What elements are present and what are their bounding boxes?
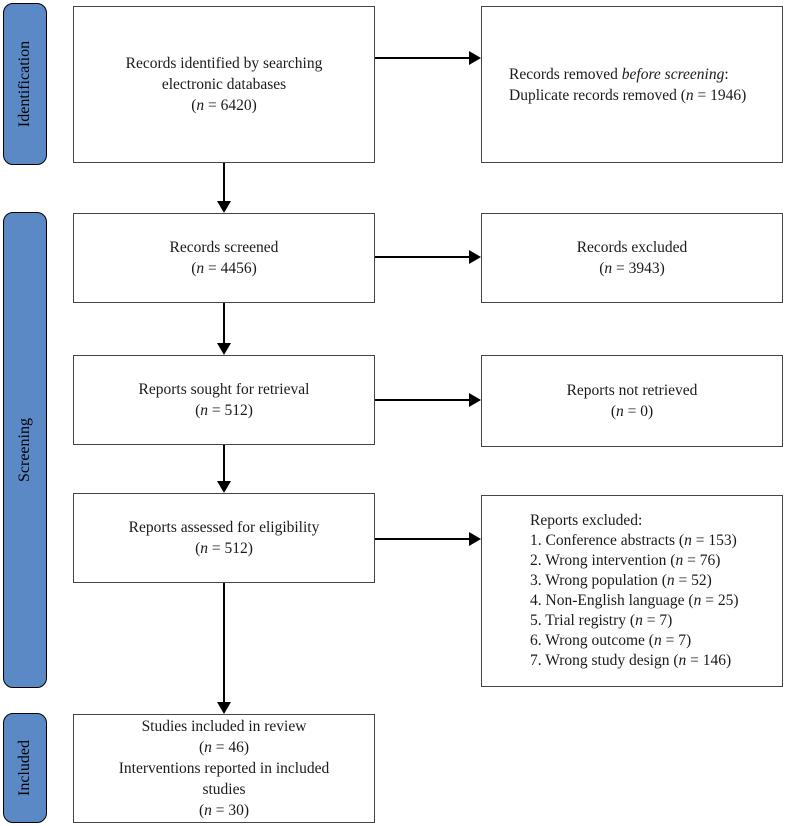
exclusion-reason-4: 4. Non-English language (n = 25) — [530, 592, 739, 609]
arrow-screened-to-excluded-head — [469, 250, 481, 264]
box-records-screened-line1: Records screened — [169, 239, 279, 256]
arrow-identified-to-screened-line — [223, 163, 225, 202]
box-reports-not-retrieved-line1: Reports not retrieved — [566, 382, 698, 399]
arrow-screened-to-sought-line — [223, 303, 225, 344]
arrow-assessed-to-reportsexcluded-head — [469, 532, 481, 546]
arrow-assessed-to-included-line — [223, 583, 225, 703]
box-records-identified-line2: electronic databases — [161, 76, 287, 93]
box-studies-included-line3: studies — [202, 781, 246, 798]
arrow-sought-to-notretrieved-line — [375, 399, 470, 401]
box-records-excluded — [481, 213, 783, 303]
box-studies-included — [73, 714, 375, 823]
stage-bar-identification — [3, 3, 47, 165]
stage-label-included: Included — [16, 740, 34, 796]
arrow-identified-to-screened-head — [217, 201, 231, 213]
box-records-removed-line1: Records removed before screening: — [509, 65, 729, 83]
box-records-identified — [73, 6, 375, 163]
box-reports-not-retrieved-count: (n = 0) — [610, 403, 654, 420]
arrow-assessed-to-included-head — [217, 702, 231, 714]
arrow-assessed-to-reportsexcluded-line — [375, 538, 470, 540]
stage-bar-screening — [3, 212, 47, 688]
exclusion-reason-7: 7. Wrong study design (n = 146) — [530, 652, 732, 669]
arrow-sought-to-assessed-line — [223, 445, 225, 482]
exclusion-reason-3: 3. Wrong population (n = 52) — [530, 572, 712, 589]
box-studies-included-line1: Studies included in review — [141, 718, 307, 735]
arrow-identified-to-removed-line — [375, 57, 470, 59]
box-studies-included-count1: (n = 46) — [198, 739, 250, 756]
box-reports-excluded-title: Reports excluded: — [530, 512, 643, 529]
box-reports-assessed-count: (n = 512) — [195, 540, 253, 557]
box-reports-assessed-line1: Reports assessed for eligibility — [128, 519, 320, 536]
box-reports-sought-count: (n = 512) — [195, 402, 253, 419]
stage-label-identification: Identification — [16, 40, 33, 128]
box-records-screened — [73, 213, 375, 303]
stage-label-screening: Screening — [16, 418, 34, 482]
stage-bar-included — [3, 713, 47, 823]
box-records-removed — [481, 6, 783, 163]
arrow-identified-to-removed-head — [469, 51, 481, 65]
exclusion-reason-6: 6. Wrong outcome (n = 7) — [530, 632, 692, 649]
box-records-excluded-count: (n = 3943) — [599, 260, 665, 277]
box-records-screened-count: (n = 4456) — [191, 260, 257, 277]
arrow-screened-to-sought-head — [217, 343, 231, 355]
box-reports-sought-line1: Reports sought for retrieval — [138, 381, 310, 398]
box-reports-assessed — [73, 493, 375, 583]
arrow-sought-to-notretrieved-head — [469, 393, 481, 407]
box-studies-included-count2: (n = 30) — [198, 802, 250, 819]
box-reports-sought — [73, 355, 375, 445]
arrow-screened-to-excluded-line — [375, 256, 470, 258]
box-records-identified-line1: Records identified by searching — [125, 55, 323, 72]
exclusion-reason-2: 2. Wrong intervention (n = 76) — [530, 552, 721, 569]
box-studies-included-line2: Interventions reported in included — [118, 760, 330, 777]
arrow-sought-to-assessed-head — [217, 481, 231, 493]
exclusion-reason-5: 5. Trial registry (n = 7) — [530, 612, 673, 629]
box-reports-excluded — [481, 495, 783, 687]
box-records-identified-count: (n = 6420) — [191, 97, 257, 114]
box-records-removed-line2: Duplicate records removed (n = 1946) — [509, 86, 747, 104]
box-reports-not-retrieved — [481, 355, 783, 447]
box-records-excluded-line1: Records excluded — [576, 239, 688, 256]
exclusion-reason-1: 1. Conference abstracts (n = 153) — [530, 532, 737, 549]
